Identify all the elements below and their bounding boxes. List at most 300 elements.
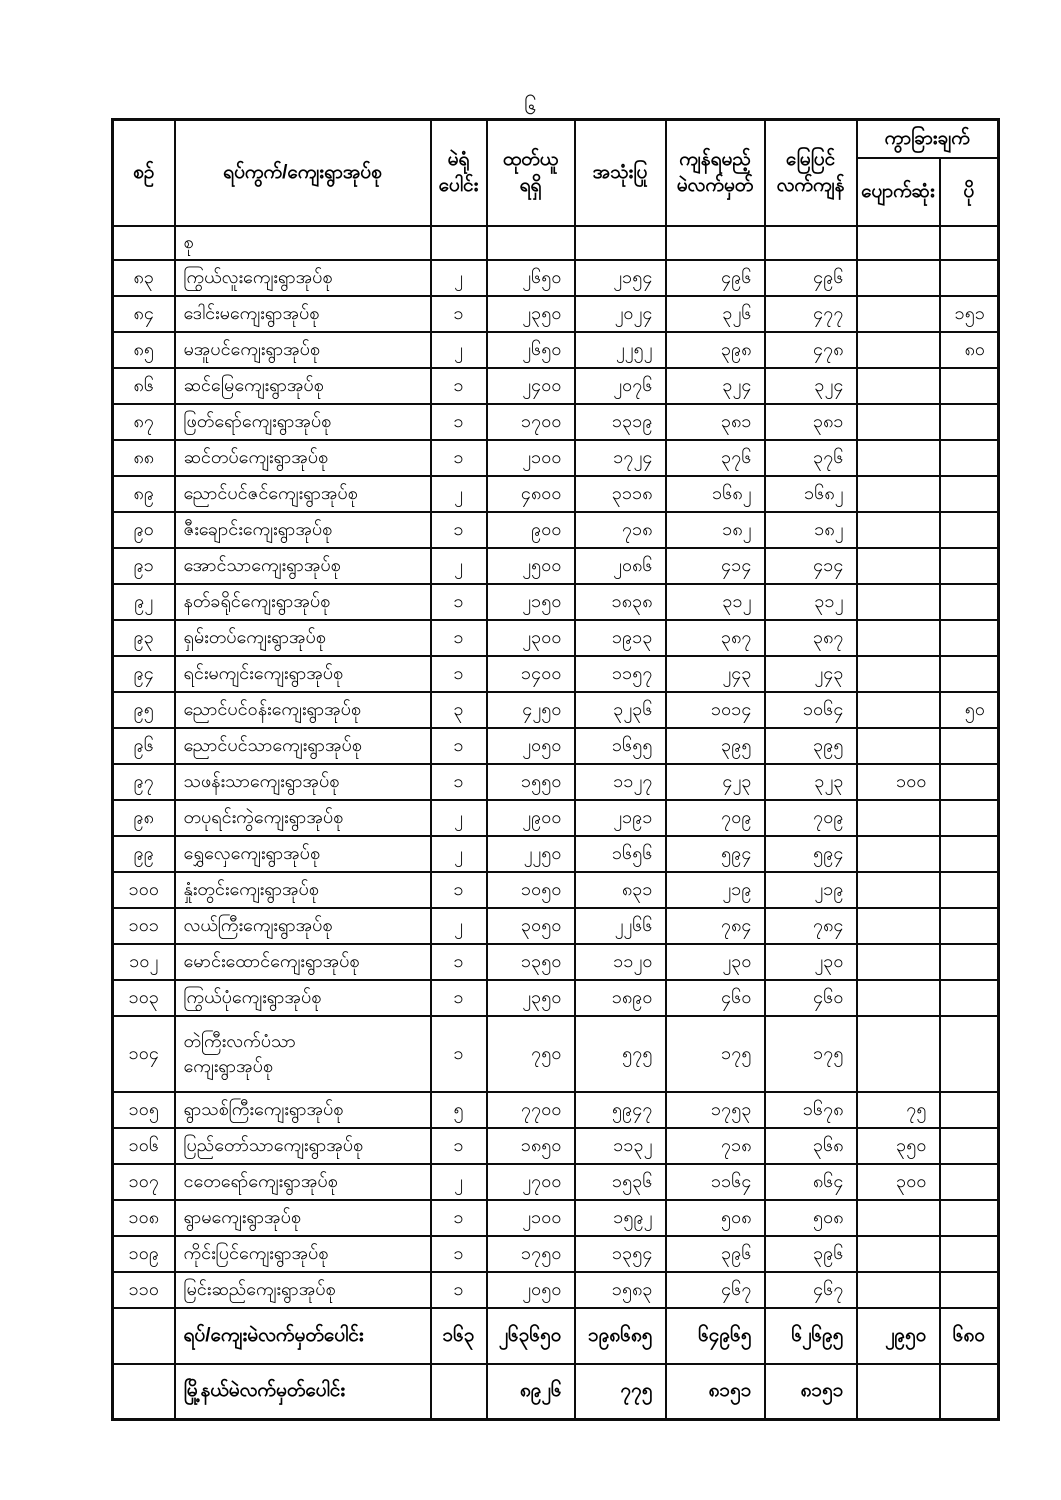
ground-cell: ၄၆၇ (765, 1272, 857, 1308)
ground-cell: ၃၇၆ (765, 440, 857, 476)
serial-cell: ၈၇ (113, 404, 175, 440)
serial-cell: ၈၅ (113, 332, 175, 368)
used-cell: ၁၅၉၂ (575, 1200, 666, 1236)
lost-cell: ၇၅ (857, 1092, 940, 1128)
remaining-cell: ၂၃၀ (666, 944, 765, 980)
extra-cell (940, 1016, 999, 1092)
col-header-remaining (666, 120, 765, 226)
lost-cell (857, 656, 940, 692)
used-cell: ၂၀၈၆ (575, 548, 666, 584)
table-row (113, 1164, 999, 1200)
received-cell: ၁၅၅၀ (487, 764, 575, 800)
serial-cell: ၉၈ (113, 800, 175, 836)
col-header-serial: စဉ် (113, 120, 175, 226)
stations-cell: ၁ (431, 296, 487, 332)
ground-cell: ၃၆၈ (765, 1128, 857, 1164)
ground-cell: ၁၇၅ (765, 1016, 857, 1092)
lost-cell (857, 980, 940, 1016)
serial-cell (113, 226, 175, 260)
received-cell: ၂၃၅၀ (487, 980, 575, 1016)
lost-cell (857, 836, 940, 872)
serial-cell: ၁၀၄ (113, 1016, 175, 1092)
received-cell: ၁၀၅၀ (487, 872, 575, 908)
ground-cell: ၃၈၁ (765, 404, 857, 440)
stations-cell: ၁ (431, 656, 487, 692)
extra-cell: ၈၀ (940, 332, 999, 368)
table-row (113, 404, 999, 440)
stations-cell (431, 1364, 487, 1420)
remaining-cell: ၁၀၁၄ (666, 692, 765, 728)
serial-cell: ၈၄ (113, 296, 175, 332)
col-header-received-line1: ထုတ်ယူ (502, 149, 559, 171)
extra-cell (940, 440, 999, 476)
village-name-line1: တဲကြီးလက်ပံသာ (183, 1031, 296, 1052)
extra-cell (940, 512, 999, 548)
col-header-stations (431, 120, 487, 226)
serial-cell: ၈၆ (113, 368, 175, 404)
received-cell: ၂၃၅၀ (487, 296, 575, 332)
extra-cell (940, 1236, 999, 1272)
serial-cell: ၈၉ (113, 476, 175, 512)
stations-cell: ၁ (431, 620, 487, 656)
used-cell: ၁၈၉၀ (575, 980, 666, 1016)
col-header-remaining-line2: မဲလက်မှတ် (676, 174, 754, 196)
table-row (113, 1272, 999, 1308)
name-cell: သဖန်းသာကျေးရွာအုပ်စု (175, 764, 431, 800)
table-row (113, 1092, 999, 1128)
table-row (113, 800, 999, 836)
used-cell: ၁၁၂၀ (575, 944, 666, 980)
received-cell: ၂၉၀၀ (487, 800, 575, 836)
stations-cell: ၁ (431, 404, 487, 440)
serial-cell: ၈၃ (113, 260, 175, 296)
serial-cell (113, 1308, 175, 1364)
used-cell: ၅၉၄၇ (575, 1092, 666, 1128)
stations-cell: ၁ (431, 764, 487, 800)
received-cell: ၂၆၅၀ (487, 332, 575, 368)
serial-cell: ၉၄ (113, 656, 175, 692)
serial-cell: ၉၀ (113, 512, 175, 548)
used-cell: ၁၅၃၆ (575, 1164, 666, 1200)
remaining-cell: ၄၆၀ (666, 980, 765, 1016)
col-header-stations-line1: မဲရုံ (447, 149, 470, 171)
lost-cell: ၁၀၀ (857, 764, 940, 800)
ground-cell: ၃၈၇ (765, 620, 857, 656)
received-cell: ၄၂၅၀ (487, 692, 575, 728)
remaining-cell: ၃၉၆ (666, 1236, 765, 1272)
extra-cell: ၁၅၁ (940, 296, 999, 332)
lost-cell (857, 1364, 940, 1420)
table-row (113, 332, 999, 368)
extra-cell (940, 908, 999, 944)
used-cell: ၂၂၅၂ (575, 332, 666, 368)
col-header-ground-line1: မြေပြင် (785, 149, 836, 171)
lost-cell: ၃၅၀ (857, 1128, 940, 1164)
header-row-top (113, 120, 999, 158)
col-header-ground-line2: လက်ကျန် (776, 174, 845, 196)
used-cell: ၁၇၂၄ (575, 440, 666, 476)
name-cell: ကြွယ်လူးကျေးရွာအုပ်စု (175, 260, 431, 296)
serial-cell: ၁၀၆ (113, 1128, 175, 1164)
col-header-lost: ပျောက်ဆုံး (857, 158, 940, 226)
lost-cell (857, 1272, 940, 1308)
received-cell (487, 226, 575, 260)
remaining-cell: ၂၄၃ (666, 656, 765, 692)
serial-cell: ၈၈ (113, 440, 175, 476)
stations-cell: ၂ (431, 836, 487, 872)
used-cell: ၂၁၉၁ (575, 800, 666, 836)
ground-cell: ၈၁၅၁ (765, 1364, 857, 1420)
remaining-cell: ၁၈၂ (666, 512, 765, 548)
stations-cell: ၂ (431, 260, 487, 296)
ground-cell: ၂၁၉ (765, 872, 857, 908)
received-cell: ၁၇၀၀ (487, 404, 575, 440)
lost-cell (857, 226, 940, 260)
extra-cell (940, 836, 999, 872)
name-cell: စု (175, 226, 431, 260)
serial-cell: ၁၀၀ (113, 872, 175, 908)
ground-cell: ၁၆၇၈ (765, 1092, 857, 1128)
ballot-summary-table (111, 118, 1000, 1421)
extra-cell (940, 476, 999, 512)
received-cell: ၂၁၀၀ (487, 1200, 575, 1236)
received-cell: ၇၇၀၀ (487, 1092, 575, 1128)
extra-cell (940, 944, 999, 980)
remaining-cell: ၁၁၆၄ (666, 1164, 765, 1200)
serial-cell: ၉၁ (113, 548, 175, 584)
name-cell: မောင်းထောင်ကျေးရွာအုပ်စု (175, 944, 431, 980)
ground-cell: ၂၃၀ (765, 944, 857, 980)
remaining-cell: ၃၉၈ (666, 332, 765, 368)
serial-cell: ၉၉ (113, 836, 175, 872)
name-cell: ဆင်မြေကျေးရွာအုပ်စု (175, 368, 431, 404)
table-row (113, 476, 999, 512)
remaining-cell: ၅၀၈ (666, 1200, 765, 1236)
serial-cell: ၁၀၂ (113, 944, 175, 980)
used-cell: ၇၁၈ (575, 512, 666, 548)
name-cell: ရင်းမကျင်းကျေးရွာအုပ်စု (175, 656, 431, 692)
table-row (113, 836, 999, 872)
table-header (113, 120, 999, 226)
remaining-cell: ၇၈၄ (666, 908, 765, 944)
lost-cell (857, 296, 940, 332)
table-row (113, 1128, 999, 1164)
stations-cell: ၁ (431, 872, 487, 908)
used-cell: ၇၇၅ (575, 1364, 666, 1420)
col-header-received (487, 120, 575, 226)
ground-cell: ၅၉၄ (765, 836, 857, 872)
received-cell: ၂၆၅၀ (487, 260, 575, 296)
carryover-row (113, 226, 999, 260)
stations-cell: ၅ (431, 1092, 487, 1128)
remaining-cell: ၃၂၄ (666, 368, 765, 404)
remaining-cell: ၃၈၇ (666, 620, 765, 656)
remaining-cell: ၃၂၆ (666, 296, 765, 332)
extra-cell (940, 226, 999, 260)
name-cell: ငတေရော်ကျေးရွာအုပ်စု (175, 1164, 431, 1200)
col-header-stations-line2: ပေါင်း (438, 174, 479, 196)
col-header-village: ရပ်ကွက်/ကျေးရွာအုပ်စု (175, 120, 431, 226)
name-cell: ပြည်တော်သာကျေးရွာအုပ်စု (175, 1128, 431, 1164)
name-cell: ညောင်ပင်ဇင်ကျေးရွာအုပ်စု (175, 476, 431, 512)
lost-cell (857, 620, 940, 656)
stations-cell: ၂ (431, 908, 487, 944)
extra-cell (940, 764, 999, 800)
lost-cell (857, 1016, 940, 1092)
table-row (113, 260, 999, 296)
stations-cell: ၁ (431, 728, 487, 764)
stations-cell: ၂ (431, 476, 487, 512)
name-cell: ဖြတ်ရော်ကျေးရွာအုပ်စု (175, 404, 431, 440)
table-body (113, 226, 999, 1308)
ground-cell: ၈၆၄ (765, 1164, 857, 1200)
received-cell: ၂၁၀၀ (487, 440, 575, 476)
col-header-difference: ကွာခြားချက် (857, 120, 999, 158)
used-cell: ၁၉၈၆၈၅ (575, 1308, 666, 1364)
table-row (113, 584, 999, 620)
table-row (113, 656, 999, 692)
name-cell: လယ်ကြီးကျေးရွာအုပ်စု (175, 908, 431, 944)
extra-cell (940, 620, 999, 656)
extra-cell (940, 1128, 999, 1164)
stations-cell: ၂ (431, 332, 487, 368)
name-cell (175, 1016, 431, 1092)
ground-cell: ၇၀၉ (765, 800, 857, 836)
lost-cell (857, 548, 940, 584)
remaining-cell: ၃၇၆ (666, 440, 765, 476)
remaining-cell: ၃၈၁ (666, 404, 765, 440)
table-row (113, 1016, 999, 1092)
remaining-cell: ၂၁၉ (666, 872, 765, 908)
used-cell: ၁၉၁၃ (575, 620, 666, 656)
ground-cell: ၁၆၈၂ (765, 476, 857, 512)
lost-cell (857, 800, 940, 836)
table-footer (113, 1308, 999, 1420)
stations-cell: ၁ (431, 980, 487, 1016)
stations-cell: ၁၆၃ (431, 1308, 487, 1364)
col-header-extra: ပို (940, 158, 999, 226)
table-row (113, 908, 999, 944)
name-cell: မအူပင်ကျေးရွာအုပ်စု (175, 332, 431, 368)
used-cell: ၃၂၃၆ (575, 692, 666, 728)
col-header-remaining-line1: ကျန်ရမည့် (679, 149, 751, 171)
ground-cell: ၄၉၆ (765, 260, 857, 296)
remaining-cell: ၄၆၇ (666, 1272, 765, 1308)
received-cell: ၁၄၀၀ (487, 656, 575, 692)
remaining-cell: ၄၉၆ (666, 260, 765, 296)
extra-cell (940, 728, 999, 764)
remaining-cell: ၃၉၅ (666, 728, 765, 764)
used-cell: ၁၁၅၇ (575, 656, 666, 692)
total-row-ward-village (113, 1308, 999, 1364)
remaining-cell (666, 226, 765, 260)
serial-cell: ၉၆ (113, 728, 175, 764)
received-cell: ၂၀၅၀ (487, 1272, 575, 1308)
used-cell (575, 226, 666, 260)
name-cell: မြင်းဆည်ကျေးရွာအုပ်စု (175, 1272, 431, 1308)
used-cell: ၁၁၂၇ (575, 764, 666, 800)
col-header-used: အသုံးပြု (575, 120, 666, 226)
received-cell: ၂၀၅၀ (487, 728, 575, 764)
serial-cell (113, 1364, 175, 1420)
page-number: ၆ (524, 94, 537, 119)
received-cell: ၂၅၀၀ (487, 548, 575, 584)
extra-cell: ၅၀ (940, 692, 999, 728)
stations-cell: ၁ (431, 1200, 487, 1236)
stations-cell: ၁ (431, 1236, 487, 1272)
name-cell: ရွှေလှေကျေးရွာအုပ်စု (175, 836, 431, 872)
table-row (113, 440, 999, 476)
table-row (113, 548, 999, 584)
received-cell: ၂၇၀၀ (487, 1164, 575, 1200)
remaining-cell: ၄၂၃ (666, 764, 765, 800)
ground-cell: ၇၈၄ (765, 908, 857, 944)
extra-cell (940, 1364, 999, 1420)
lost-cell (857, 512, 940, 548)
used-cell: ၂၁၅၄ (575, 260, 666, 296)
name-cell: ရှမ်းတပ်ကျေးရွာအုပ်စု (175, 620, 431, 656)
name-cell: ကိုင်းပြင်ကျေးရွာအုပ်စု (175, 1236, 431, 1272)
ground-cell: ၃၉၅ (765, 728, 857, 764)
stations-cell: ၁ (431, 1016, 487, 1092)
lost-cell (857, 260, 940, 296)
lost-cell (857, 1236, 940, 1272)
ground-cell: ၁၈၂ (765, 512, 857, 548)
used-cell: ၁၆၅၆ (575, 836, 666, 872)
extra-cell (940, 800, 999, 836)
lost-cell (857, 440, 940, 476)
lost-cell: ၃၀၀ (857, 1164, 940, 1200)
ground-cell: ၃၂၄ (765, 368, 857, 404)
ground-cell: ၅၀၈ (765, 1200, 857, 1236)
ground-cell: ၂၄၃ (765, 656, 857, 692)
extra-cell: ၆၈၀ (940, 1308, 999, 1364)
serial-cell: ၁၀၉ (113, 1236, 175, 1272)
village-name-line2: ကျေးရွာအုပ်စု (183, 1055, 273, 1076)
stations-cell: ၂ (431, 1164, 487, 1200)
remaining-cell: ၁၇၅၃ (666, 1092, 765, 1128)
received-cell: ၂၄၀၀ (487, 368, 575, 404)
remaining-cell: ၁၆၈၂ (666, 476, 765, 512)
table-row (113, 1236, 999, 1272)
table-row (113, 944, 999, 980)
name-cell: ရွာမကျေးရွာအုပ်စု (175, 1200, 431, 1236)
extra-cell (940, 656, 999, 692)
serial-cell: ၁၀၈ (113, 1200, 175, 1236)
lost-cell (857, 404, 940, 440)
ground-cell: ၁၀၆၄ (765, 692, 857, 728)
remaining-cell: ၃၁၂ (666, 584, 765, 620)
total-label-cell: မြို့နယ်မဲလက်မှတ်ပေါင်း (175, 1364, 431, 1420)
used-cell: ၁၆၅၅ (575, 728, 666, 764)
name-cell: ရွာသစ်ကြီးကျေးရွာအုပ်စု (175, 1092, 431, 1128)
serial-cell: ၁၀၃ (113, 980, 175, 1016)
received-cell: ၁၈၅၀ (487, 1128, 575, 1164)
table-row (113, 764, 999, 800)
ground-cell: ၄၇၈ (765, 332, 857, 368)
serial-cell: ၉၇ (113, 764, 175, 800)
remaining-cell: ၅၉၄ (666, 836, 765, 872)
extra-cell (940, 1272, 999, 1308)
used-cell: ၃၁၁၈ (575, 476, 666, 512)
lost-cell (857, 584, 940, 620)
table-row (113, 368, 999, 404)
ground-cell: ၄၆၀ (765, 980, 857, 1016)
used-cell: ၁၅၈၃ (575, 1272, 666, 1308)
serial-cell: ၉၃ (113, 620, 175, 656)
used-cell: ၈၃၁ (575, 872, 666, 908)
col-header-received-line2: ရရှိ (519, 174, 542, 196)
ground-cell: ၄၁၄ (765, 548, 857, 584)
name-cell: နတ်ခရိုင်ကျေးရွာအုပ်စု (175, 584, 431, 620)
used-cell: ၁၈၃၈ (575, 584, 666, 620)
serial-cell: ၁၀၇ (113, 1164, 175, 1200)
received-cell: ၁၇၅၀ (487, 1236, 575, 1272)
extra-cell (940, 584, 999, 620)
name-cell: ဇီးချောင်းကျေးရွာအုပ်စု (175, 512, 431, 548)
name-cell: ကြွယ်ပုံကျေးရွာအုပ်စု (175, 980, 431, 1016)
table-row (113, 728, 999, 764)
extra-cell (940, 260, 999, 296)
ground-cell: ၆၂၆၉၅ (765, 1308, 857, 1364)
serial-cell: ၁၀၅ (113, 1092, 175, 1128)
table-row (113, 296, 999, 332)
stations-cell: ၁ (431, 1272, 487, 1308)
ground-cell (765, 226, 857, 260)
stations-cell: ၁ (431, 944, 487, 980)
name-cell: တပုရင်းကွဲကျေးရွာအုပ်စု (175, 800, 431, 836)
used-cell: ၂၀၇၆ (575, 368, 666, 404)
stations-cell: ၁ (431, 1128, 487, 1164)
received-cell: ၃၀၅၀ (487, 908, 575, 944)
stations-cell: ၂ (431, 800, 487, 836)
total-label-cell: ရပ်/ကျေးမဲလက်မှတ်ပေါင်း (175, 1308, 431, 1364)
received-cell: ၉၀၀ (487, 512, 575, 548)
lost-cell: ၂၉၅၀ (857, 1308, 940, 1364)
extra-cell (940, 1200, 999, 1236)
lost-cell (857, 332, 940, 368)
stations-cell: ၁ (431, 584, 487, 620)
lost-cell (857, 728, 940, 764)
remaining-cell: ၆၄၉၆၅ (666, 1308, 765, 1364)
extra-cell (940, 368, 999, 404)
received-cell: ၂၁၅၀ (487, 584, 575, 620)
serial-cell: ၁၁၀ (113, 1272, 175, 1308)
serial-cell: ၁၀၁ (113, 908, 175, 944)
received-cell: ၂၃၀၀ (487, 620, 575, 656)
stations-cell: ၁ (431, 512, 487, 548)
received-cell: ၂၆၃၆၅၀ (487, 1308, 575, 1364)
lost-cell (857, 476, 940, 512)
used-cell: ၁၃၁၉ (575, 404, 666, 440)
ground-cell: ၃၁၂ (765, 584, 857, 620)
received-cell: ၇၅၀ (487, 1016, 575, 1092)
serial-cell: ၉၅ (113, 692, 175, 728)
used-cell: ၁၁၃၂ (575, 1128, 666, 1164)
ground-cell: ၃၂၃ (765, 764, 857, 800)
ground-cell: ၄၇၇ (765, 296, 857, 332)
extra-cell (940, 1164, 999, 1200)
name-cell: အောင်သာကျေးရွာအုပ်စု (175, 548, 431, 584)
remaining-cell: ၇၀၉ (666, 800, 765, 836)
used-cell: ၁၃၅၄ (575, 1236, 666, 1272)
extra-cell (940, 548, 999, 584)
serial-cell: ၉၂ (113, 584, 175, 620)
used-cell: ၂၀၂၄ (575, 296, 666, 332)
used-cell: ၅၇၅ (575, 1016, 666, 1092)
table-row (113, 1200, 999, 1236)
stations-cell (431, 226, 487, 260)
